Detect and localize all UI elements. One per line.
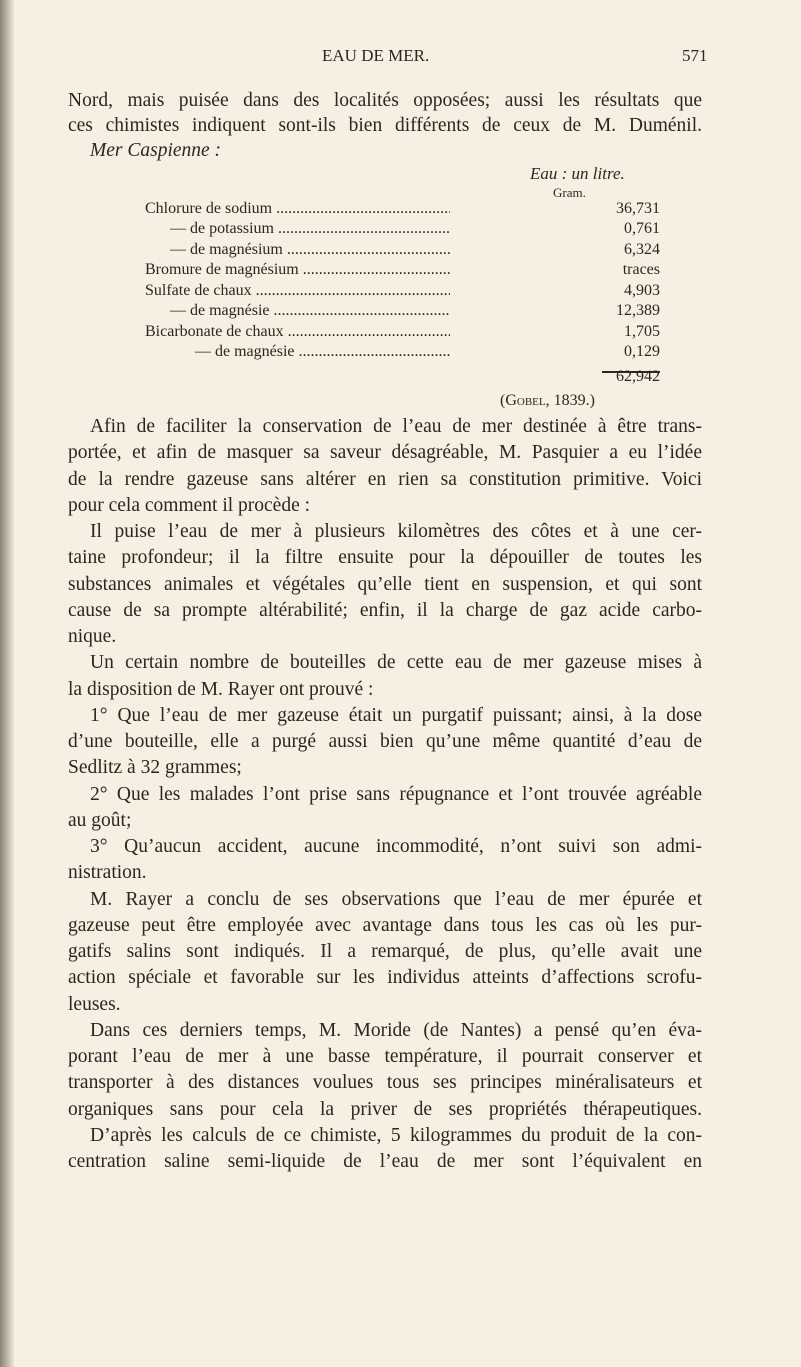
text-line: D’après les calculs de ce chimiste, 5 kilogrammes du produit de la con- xyxy=(90,1124,702,1146)
table-row-value: traces xyxy=(622,261,660,278)
table-total: 62,942 xyxy=(616,368,660,385)
text-line: Un certain nombre de bouteilles de cette eau de mer gazeuse mises à xyxy=(90,652,702,674)
text-line: Dans ces derniers temps, M. Moride (de Nantes) a pensé qu’en éva- xyxy=(90,1019,702,1041)
table-row-label: — de magnésie ..... xyxy=(170,301,450,321)
text-line: substances animales et végétales qu’elle tient en suspension, et qui sont xyxy=(68,573,702,595)
text-line: ces chimistes indiquent sont-ils bien différents de ceux de M. Duménil. xyxy=(68,115,702,136)
text-line: nistration. xyxy=(68,862,147,884)
table-row-value: 0,129 xyxy=(624,343,660,360)
text-line: de la rendre gazeuse sans altérer en rien sa constitution primitive. Voici xyxy=(68,468,702,490)
text-line: organiques sans pour cela la priver de ses propriétés thérapeutiques. xyxy=(68,1098,702,1120)
table-row-label: Bromure de magnésium ..... xyxy=(145,260,450,280)
text-line: gatifs salins sont indiqués. Il a remarqué, de plus, qu’elle avait une xyxy=(68,941,702,962)
table-row-value: 36,731 xyxy=(616,200,660,217)
text-line: 2° Que les malades l’ont prise sans répugnance et l’ont trouvée agréable xyxy=(90,783,702,805)
table-row-label: Sulfate de chaux ..... xyxy=(145,281,450,301)
text-line: M. Rayer a conclu de ses observations que l’eau de mer épurée et xyxy=(90,888,702,910)
text-line: nique. xyxy=(68,626,117,647)
text-line: au goût; xyxy=(68,809,132,831)
text-line: centration saline semi-liquide de l’eau de mer sont l’équivalent en xyxy=(68,1151,702,1172)
table-row-value: 1,705 xyxy=(624,323,660,340)
page-number: 571 xyxy=(682,46,708,65)
table-unit: Gram. xyxy=(553,185,586,200)
table-row-value: 6,324 xyxy=(624,241,660,258)
text-line: la disposition de M. Rayer ont prouvé : xyxy=(68,678,374,700)
section-title: Mer Caspienne : xyxy=(90,140,222,161)
table-source: (Gobel, 1839.) xyxy=(500,392,595,409)
text-line: action spéciale et favorable sur les individus atteints d’affections scrofu- xyxy=(68,967,702,989)
text-line: pour cela comment il procède : xyxy=(68,494,311,516)
text-line: leuses. xyxy=(68,993,121,1015)
table-row-label: — de magnésium ..... xyxy=(170,240,450,260)
text-line: Il puise l’eau de mer à plusieurs kilomètres des côtes et à une cer- xyxy=(90,521,702,542)
table-column-title: Eau : un litre. xyxy=(530,164,625,183)
table-row-label: — de potassium ..... xyxy=(170,219,450,239)
table-row-label: Bicarbonate de chaux ..... xyxy=(145,322,450,342)
running-header: EAU DE MER. xyxy=(322,46,430,65)
text-line: Sedlitz à 32 grammes; xyxy=(68,757,242,779)
text-line: d’une bouteille, elle a purgé aussi bien qu’une même quantité d’eau de xyxy=(68,731,702,752)
table-row-value: 0,761 xyxy=(624,220,660,237)
text-line: taine profondeur; il la filtre ensuite pour la dépouiller de toutes les xyxy=(68,547,702,569)
text-line: Nord, mais puisée dans des localités opposées; aussi les résultats que xyxy=(68,90,702,111)
table-row-label: — de magnésie ..... xyxy=(195,342,450,362)
table-row-value: 12,389 xyxy=(616,302,660,319)
text-line: portée, et afin de masquer sa saveur désagréable, M. Pasquier a eu l’idée xyxy=(68,442,702,464)
table-row-label: Chlorure de sodium ..... xyxy=(145,199,450,219)
text-line: transporter à des distances voulues tous ses principes minéralisateurs et xyxy=(68,1072,702,1094)
text-line: porant l’eau de mer à une basse température, il pourrait conserver et xyxy=(68,1046,702,1067)
text-line: gazeuse peut être employée avec avantage dans tous les cas où les pur- xyxy=(68,914,702,936)
text-line: 3° Qu’aucun accident, aucune incommodité, n’ont suivi son admi- xyxy=(90,836,702,857)
text-line: 1° Que l’eau de mer gazeuse était un purgatif puissant; ainsi, à la dose xyxy=(90,704,702,726)
text-line: cause de sa prompte altérabilité; enfin, il la charge de gaz acide carbo- xyxy=(68,599,702,621)
book-binding-edge xyxy=(0,0,14,1367)
table-row-value: 4,903 xyxy=(624,282,660,299)
text-line: Afin de faciliter la conservation de l’eau de mer destinée à être trans- xyxy=(90,416,702,437)
